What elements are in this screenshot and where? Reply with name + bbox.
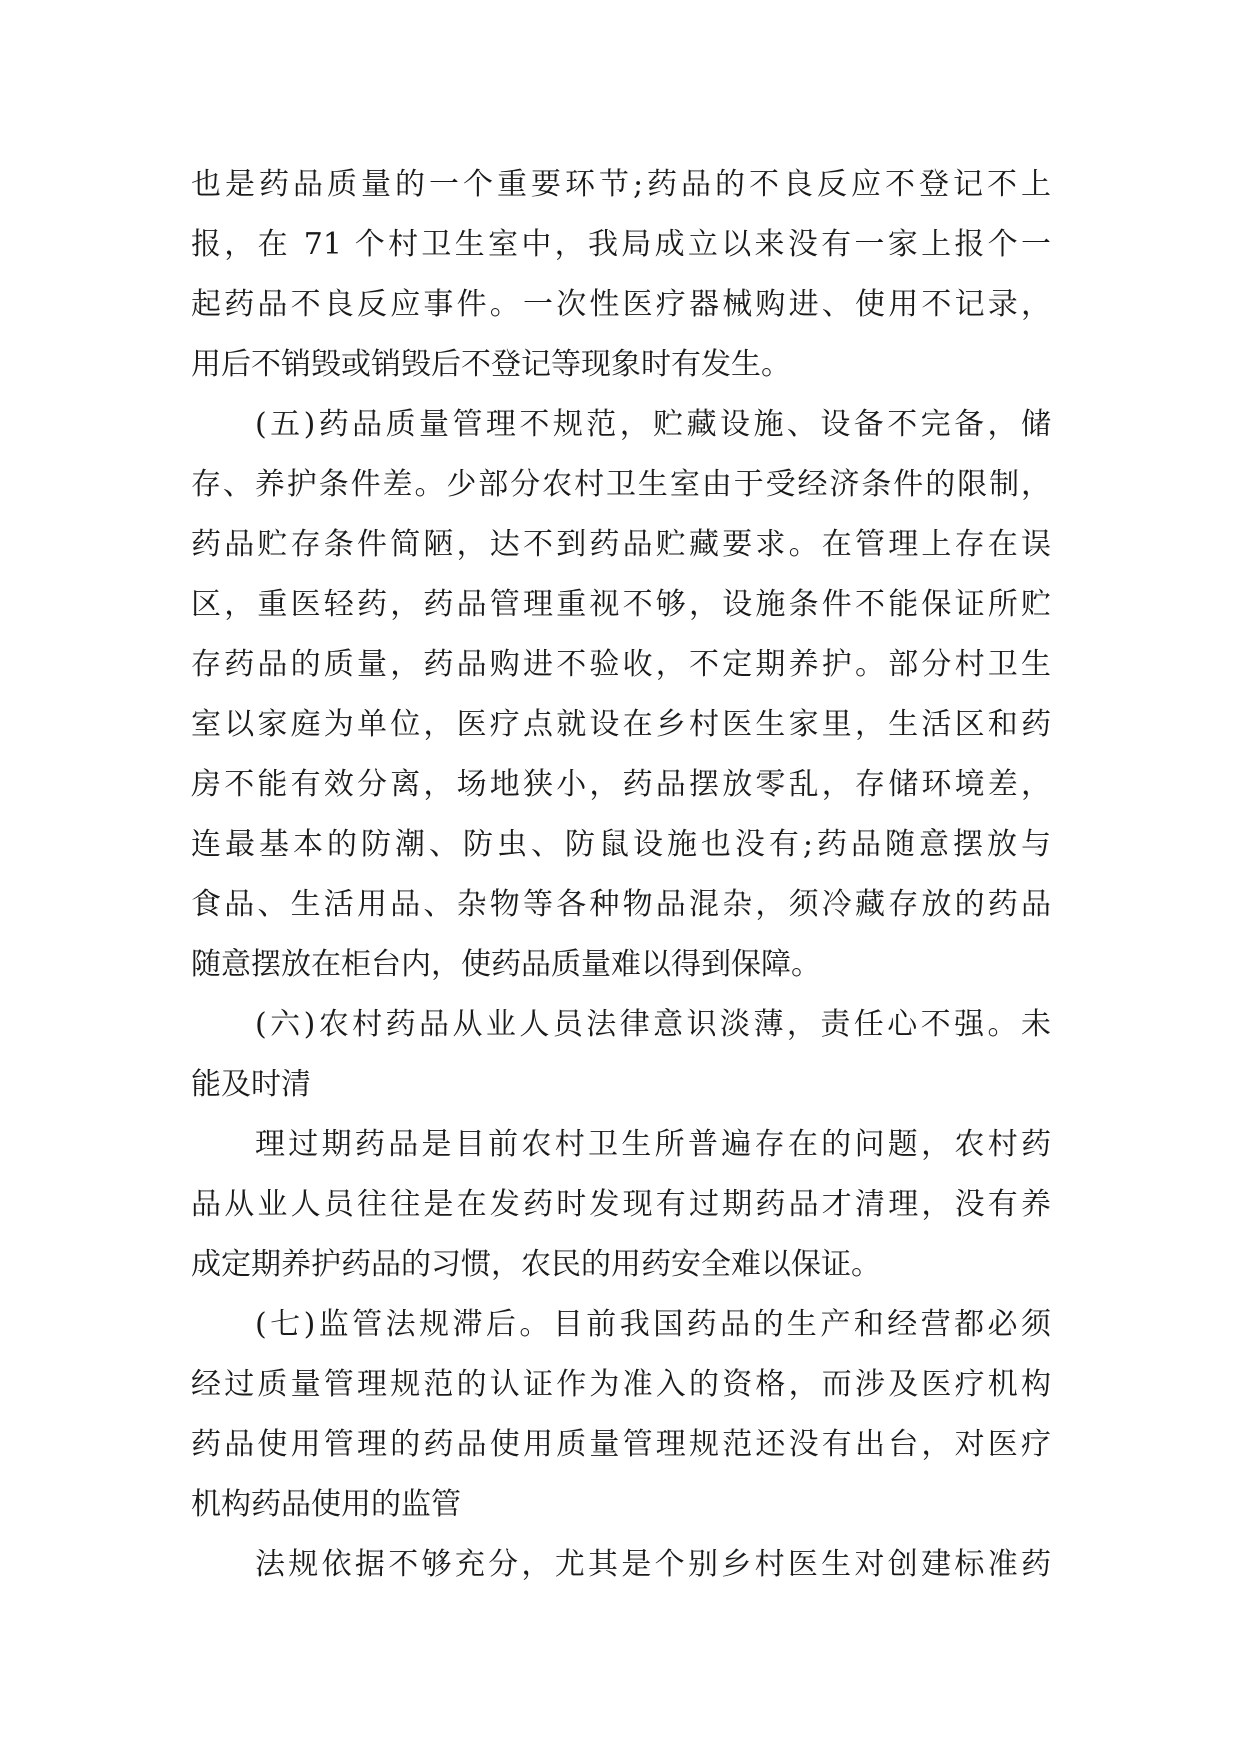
body-text	[191, 155, 1051, 1595]
text-line: 存、养护条件差。少部分农村卫生室由于受经济条件的限制，	[191, 467, 1051, 502]
text-line: 起药品不良反应事件。一次性医疗器械购进、使用不记录，	[191, 287, 1051, 322]
text-line: 品从业人员往往是在发药时发现有过期药品才清理，没有养	[191, 1187, 1051, 1222]
text-line: 报，在 71 个村卫生室中，我局成立以来没有一家上报个一	[191, 227, 1051, 262]
text-line: (五)药品质量管理不规范，贮藏设施、设备不完备，储	[255, 407, 1051, 442]
text-line: (六)农村药品从业人员法律意识淡薄，责任心不强。未	[255, 1007, 1051, 1042]
text-line: 室以家庭为单位，医疗点就设在乡村医生家里，生活区和药	[191, 707, 1051, 742]
text-line: 连最基本的防潮、防虫、防鼠设施也没有;药品随意摆放与	[191, 827, 1051, 862]
text-line: 区，重医轻药，药品管理重视不够，设施条件不能保证所贮	[191, 587, 1051, 622]
text-line: 药品贮存条件简陋，达不到药品贮藏要求。在管理上存在误	[191, 527, 1051, 562]
text-line: 机构药品使用的监管	[191, 1487, 461, 1522]
text-line: 能及时清	[191, 1067, 311, 1102]
text-line: 存药品的质量，药品购进不验收，不定期养护。部分村卫生	[191, 647, 1051, 682]
text-line: (七)监管法规滞后。目前我国药品的生产和经营都必须	[255, 1307, 1051, 1342]
text-line: 成定期养护药品的习惯，农民的用药安全难以保证。	[191, 1247, 881, 1282]
text-line: 食品、生活用品、杂物等各种物品混杂，须冷藏存放的药品	[191, 887, 1051, 922]
text-line: 经过质量管理规范的认证作为准入的资格，而涉及医疗机构	[191, 1367, 1051, 1402]
text-line: 房不能有效分离，场地狭小，药品摆放零乱，存储环境差，	[191, 767, 1051, 802]
text-line: 药品使用管理的药品使用质量管理规范还没有出台，对医疗	[191, 1427, 1051, 1462]
text-line: 随意摆放在柜台内，使药品质量难以得到保障。	[191, 947, 821, 982]
text-line: 法规依据不够充分，尤其是个别乡村医生对创建标准药	[255, 1547, 1051, 1582]
text-line: 也是药品质量的一个重要环节;药品的不良反应不登记不上	[191, 167, 1051, 202]
text-line: 用后不销毁或销毁后不登记等现象时有发生。	[191, 347, 791, 382]
text-line: 理过期药品是目前农村卫生所普遍存在的问题，农村药	[255, 1127, 1051, 1162]
